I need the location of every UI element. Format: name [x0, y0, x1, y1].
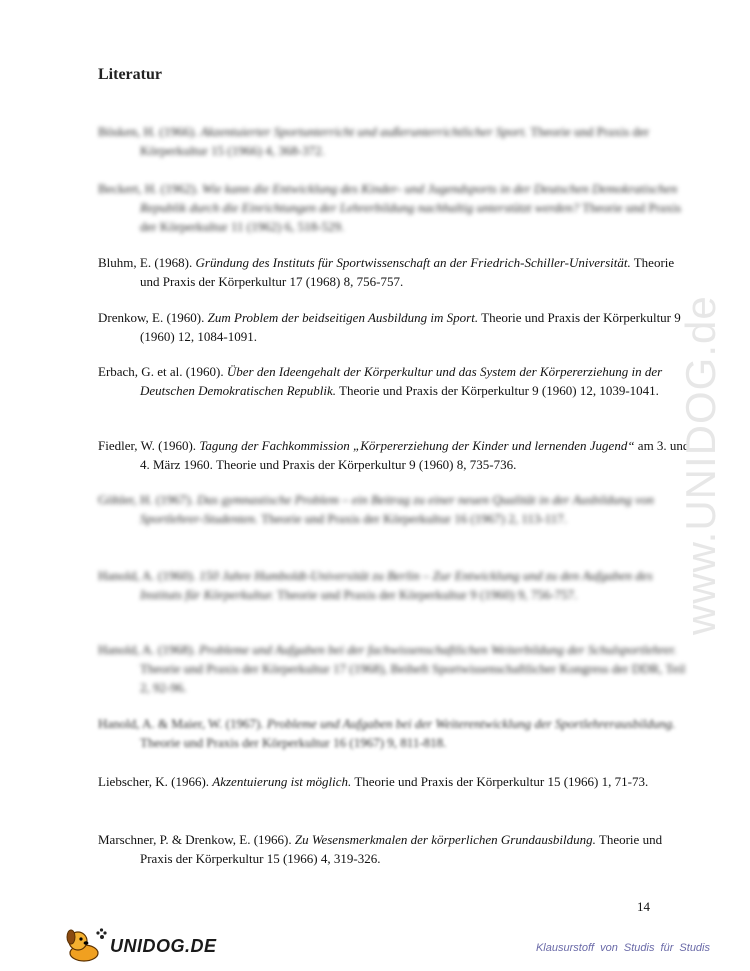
reference-entry	[98, 714, 692, 752]
reference-source: Theorie und Praxis der Körperkultur 15 (1966) 4, 368-372.	[140, 124, 650, 158]
reference-source: Theorie und Praxis der Körperkultur 9 (1960) 12, 1039-1041.	[339, 383, 659, 398]
reference-source: Theorie und Praxis der Körperkultur 17 (1968) 8, 756-757.	[140, 255, 675, 289]
reference-title: Zum Problem der beidseitigen Ausbildung im Sport.	[207, 310, 479, 325]
reference-source: Theorie und Praxis der Körperkultur 11 (1962) 6, 518-529.	[140, 200, 681, 234]
reference-source: Theorie und Praxis der Körperkultur 9 (1960) 12, 1084-1091.	[140, 310, 681, 344]
reference-title: Akzentuierung ist möglich.	[212, 774, 352, 789]
page-title: Literatur	[98, 66, 162, 83]
reference-title: Wie kann die Entwicklung des Kinder- und Jugendsports in der Deutschen Demokratischen Republik durch die Einrichtungen der Lehrerbildung nachhaltig unterstützt werden?	[140, 181, 678, 215]
watermark: www.UNIDOG.de	[677, 295, 724, 635]
reference-author: Hanold, A. (1960).	[98, 568, 196, 583]
reference-author: Marschner, P. & Drenkow, E. (1966).	[98, 832, 292, 847]
reference-source: Theorie und Praxis der Körperkultur 17 (1968), Beiheft Sportwissenschaftlicher Kongress der DDR, Teil 2, 92-96.	[140, 661, 686, 695]
reference-author: Bösken, H. (1966).	[98, 124, 198, 139]
reference-author: Erbach, G. et al. (1960).	[98, 364, 224, 379]
reference-author: Bluhm, E. (1968).	[98, 255, 193, 270]
reference-source: Theorie und Praxis der Körperkultur 16 (1967) 9, 811-818.	[140, 735, 447, 750]
reference-source: Theorie und Praxis der Körperkultur 15 (1966) 4, 319-326.	[140, 832, 663, 866]
reference-entry	[98, 253, 692, 291]
reference-title: Tagung der Fachkommission „Körpererziehung der Kinder und lernenden Jugend“	[199, 438, 635, 453]
reference-author: Beckert, H. (1962).	[98, 181, 199, 196]
reference-entry	[98, 772, 692, 791]
reference-title: Probleme und Aufgaben bei der fachwissenschaftlichen Weiterbildung der Schulsportlehrer.	[199, 642, 677, 657]
reference-title: Akzentuierter Sportunterricht und außerunterrichtlicher Sport.	[200, 124, 528, 139]
reference-entry	[98, 640, 692, 697]
dog-icon	[64, 927, 108, 965]
reference-title: Über den Ideengehalt der Körperkultur und das System der Körpererziehung in der Deutschen Demokratischen Republik.	[140, 364, 663, 398]
reference-entry	[98, 830, 692, 868]
reference-source: Theorie und Praxis der Körperkultur 16 (1967) 2, 113-117.	[261, 511, 567, 526]
reference-author: Göhler, H. (1967).	[98, 492, 194, 507]
reference-title: 150 Jahre Humboldt-Universität zu Berlin – Zur Entwicklung und zu den Aufgaben des Instituts für Körperkultur.	[140, 568, 653, 602]
reference-entry	[98, 490, 692, 528]
reference-title: Das gymnastische Problem – ein Beitrag zu einer neuen Qualität in der Ausbildung von Sportlehrer-Studenten.	[140, 492, 654, 526]
reference-entry	[98, 179, 692, 236]
reference-title: Probleme und Aufgaben bei der Weiterentwicklung der Sportlehrerausbildung.	[266, 716, 676, 731]
reference-entry	[98, 362, 692, 400]
reference-author: Fiedler, W. (1960).	[98, 438, 197, 453]
reference-author: Hanold, A. (1968).	[98, 642, 196, 657]
reference-author: Drenkow, E. (1960).	[98, 310, 205, 325]
footer-tagline: Klausurstoff von Studis für Studis	[535, 942, 710, 954]
reference-entry	[98, 566, 692, 604]
reference-title: Gründung des Instituts für Sportwissenschaft an der Friedrich-Schiller-Universität.	[195, 255, 631, 270]
logo-text: UNIDOG.DE	[110, 935, 217, 956]
reference-source: am 3. und 4. März 1960. Theorie und Praxis der Körperkultur 9 (1960) 8, 735-736.	[140, 438, 690, 472]
reference-source: Theorie und Praxis der Körperkultur 15 (1966) 1, 71-73.	[354, 774, 649, 789]
reference-entry	[98, 308, 692, 346]
reference-source: Theorie und Praxis der Körperkultur 9 (1960) 9, 756-757.	[277, 587, 578, 602]
reference-title: Zu Wesensmerkmalen der körperlichen Grundausbildung.	[294, 832, 596, 847]
reference-entry	[98, 436, 692, 474]
reference-author: Hanold, A. & Maier, W. (1967).	[98, 716, 264, 731]
unidog-logo	[64, 926, 217, 966]
page-number: 14	[637, 899, 650, 914]
reference-entry	[98, 122, 692, 160]
reference-author: Liebscher, K. (1966).	[98, 774, 210, 789]
